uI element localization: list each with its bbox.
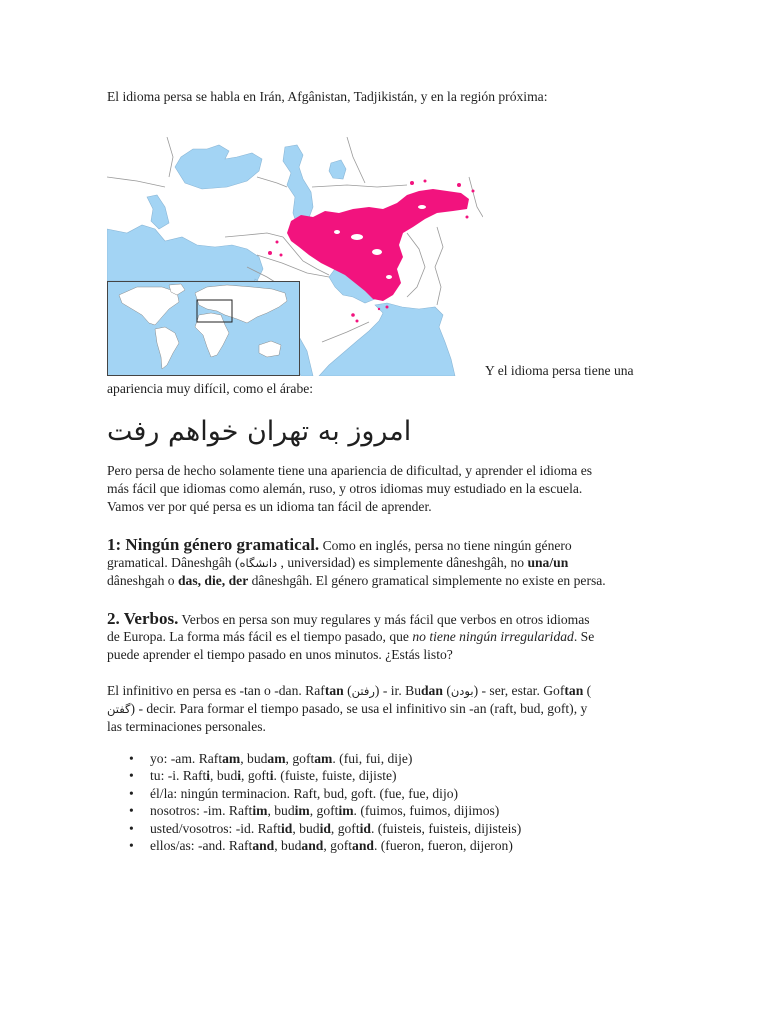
paragraph-line: Vamos ver por qué persa es un idioma tan fácil de aprender.	[107, 499, 432, 514]
paragraph-text: dâneshgâh. El género gramatical simplemente no existe en persa.	[248, 573, 606, 588]
persian-word: گفتن	[107, 702, 131, 716]
bullet-icon	[129, 820, 150, 837]
bold-text: das, die, der	[177, 573, 249, 588]
intro-paragraph	[107, 88, 547, 106]
item-text: él/la: ningún terminacion. Raft, bud, goft. (fue, fue, dijo)	[150, 785, 459, 801]
paragraph-text: (	[343, 683, 352, 698]
bullet-icon	[129, 837, 150, 854]
ending-bold: im	[294, 803, 310, 819]
item-text: , goft	[309, 803, 339, 819]
paragraph-line	[107, 700, 591, 718]
paragraph-line: Pero persa de hecho solamente tiene una apariencia de dificultad, y aprender el idioma es	[107, 463, 593, 478]
persian-word: دانشگاه	[239, 556, 278, 570]
paragraph-text: de Europa. La forma más fácil es el tiempo pasado, que	[107, 629, 413, 644]
paragraph-text: (	[583, 683, 592, 698]
item-text: , bud	[210, 768, 238, 784]
ending-bold: i	[237, 768, 242, 784]
ending-bold: and	[352, 837, 374, 853]
list-item	[129, 750, 521, 767]
section-gender	[107, 536, 606, 590]
item-text: nosotros: -im. Raft	[150, 803, 253, 819]
paragraph-line	[107, 572, 606, 590]
item-text: . (fuimos, fuimos, dijimos)	[353, 803, 500, 819]
bold-text: dan	[421, 683, 443, 698]
item-text: , bud	[240, 751, 268, 766]
paragraph-text: dâneshgah o	[107, 573, 178, 588]
paragraph-line: las terminaciones personales.	[107, 719, 266, 734]
infinitive-paragraph	[107, 682, 591, 736]
map-caption-line2: apariencia muy difícil, como el árabe:	[107, 381, 314, 396]
section-verbs	[107, 610, 594, 664]
paragraph-text: ) - decir. Para formar el tiempo pasado, se usa el infinitivo sin -an (raft, bud, goft), y	[130, 701, 588, 716]
item-text: , bud	[292, 820, 320, 836]
persian-sample-sentence: امروز به تهران خواهم رفت	[107, 416, 412, 447]
bold-text: una/un	[527, 555, 569, 570]
item-text: usted/vosotros: -id. Raft	[150, 820, 282, 836]
ending-bold: id	[281, 820, 293, 836]
section-heading: 1: Ningún género gramatical.	[107, 535, 320, 554]
item-text: . (fui, fui, dije)	[332, 751, 413, 766]
paragraph-line	[107, 610, 594, 628]
paragraph-text: (	[442, 683, 451, 698]
persian-language-map	[107, 137, 483, 376]
item-text: . (fuiste, fuiste, dijiste)	[273, 768, 397, 784]
italic-text: no tiene ningún irregularidad	[412, 629, 574, 644]
paragraph-line	[107, 536, 606, 554]
paragraph-line	[107, 628, 594, 646]
paragraph-text: Verbos en persa son muy regulares y más fácil que verbos en otros idiomas	[178, 612, 590, 627]
bullet-icon	[129, 785, 150, 802]
item-text: , goft	[323, 837, 353, 853]
paragraph-line: puede aprender el tiempo pasado en unos minutos. ¿Estás listo?	[107, 647, 453, 662]
ending-bold: im	[252, 803, 268, 819]
bullet-icon	[129, 767, 150, 784]
section-heading: 2. Verbos.	[107, 609, 179, 628]
item-text: ellos/as: -and. Raft	[150, 837, 253, 853]
paragraph-text: ) - ir. Bu	[374, 683, 421, 698]
ending-bold: id	[319, 820, 331, 836]
item-text: , bud	[274, 837, 302, 853]
paragraph-line: más fácil que idiomas como alemán, ruso, y otros idiomas muy estudiado en la escuela.	[107, 481, 583, 496]
paragraph-line	[107, 554, 606, 572]
paragraph-text: El infinitivo en persa es -tan o -dan. Raf	[107, 683, 325, 698]
world-inset-map	[108, 282, 300, 376]
persian-word: بودن	[450, 684, 474, 698]
paragraph-text: . Se	[573, 629, 595, 644]
item-text: , goft	[285, 751, 315, 766]
paragraph-text: ) - ser, estar. Gof	[473, 683, 565, 698]
item-text: , goft	[241, 768, 270, 784]
ending-bold: i	[206, 768, 211, 784]
conjugation-list	[129, 750, 521, 854]
persian-word: رفتن	[351, 684, 375, 698]
intro-text: El idioma persa se habla en Irán, Afgânistan, Tadjikistán, y en la región próxima:	[107, 89, 548, 104]
list-item	[129, 820, 521, 837]
item-text: yo: -am. Raft	[150, 751, 223, 766]
map-caption-line1: Y el idioma persa tiene una	[485, 363, 634, 378]
bold-text: tan	[564, 683, 584, 698]
ending-bold: am	[222, 751, 241, 766]
paragraph-text: , universidad) es simplemente dâneshgâh, no	[277, 555, 528, 570]
difficulty-paragraph	[107, 462, 592, 516]
paragraph-text: gramatical. Dâneshgâh (	[107, 555, 240, 570]
item-text: . (fuisteis, fuisteis, dijisteis)	[370, 820, 522, 836]
map-graphic	[107, 137, 483, 376]
item-text: . (fueron, fueron, dijeron)	[373, 837, 513, 853]
ending-bold: am	[314, 751, 333, 766]
bullet-icon	[129, 802, 150, 819]
bullet-icon	[129, 750, 150, 767]
list-item	[129, 767, 521, 784]
list-item	[129, 802, 521, 819]
list-item	[129, 837, 521, 854]
item-text: tu: -i. Raft	[150, 768, 207, 784]
ending-bold: id	[359, 820, 371, 836]
ending-bold: and	[252, 837, 275, 853]
ending-bold: i	[269, 768, 274, 784]
item-text: , goft	[330, 820, 360, 836]
item-text: , bud	[267, 803, 295, 819]
list-item	[129, 785, 521, 802]
ending-bold: and	[301, 837, 324, 853]
bold-text: tan	[324, 683, 344, 698]
paragraph-line	[107, 682, 591, 700]
ending-bold: am	[267, 751, 286, 766]
ending-bold: im	[338, 803, 354, 819]
paragraph-text: Como en inglés, persa no tiene ningún género	[319, 538, 572, 553]
